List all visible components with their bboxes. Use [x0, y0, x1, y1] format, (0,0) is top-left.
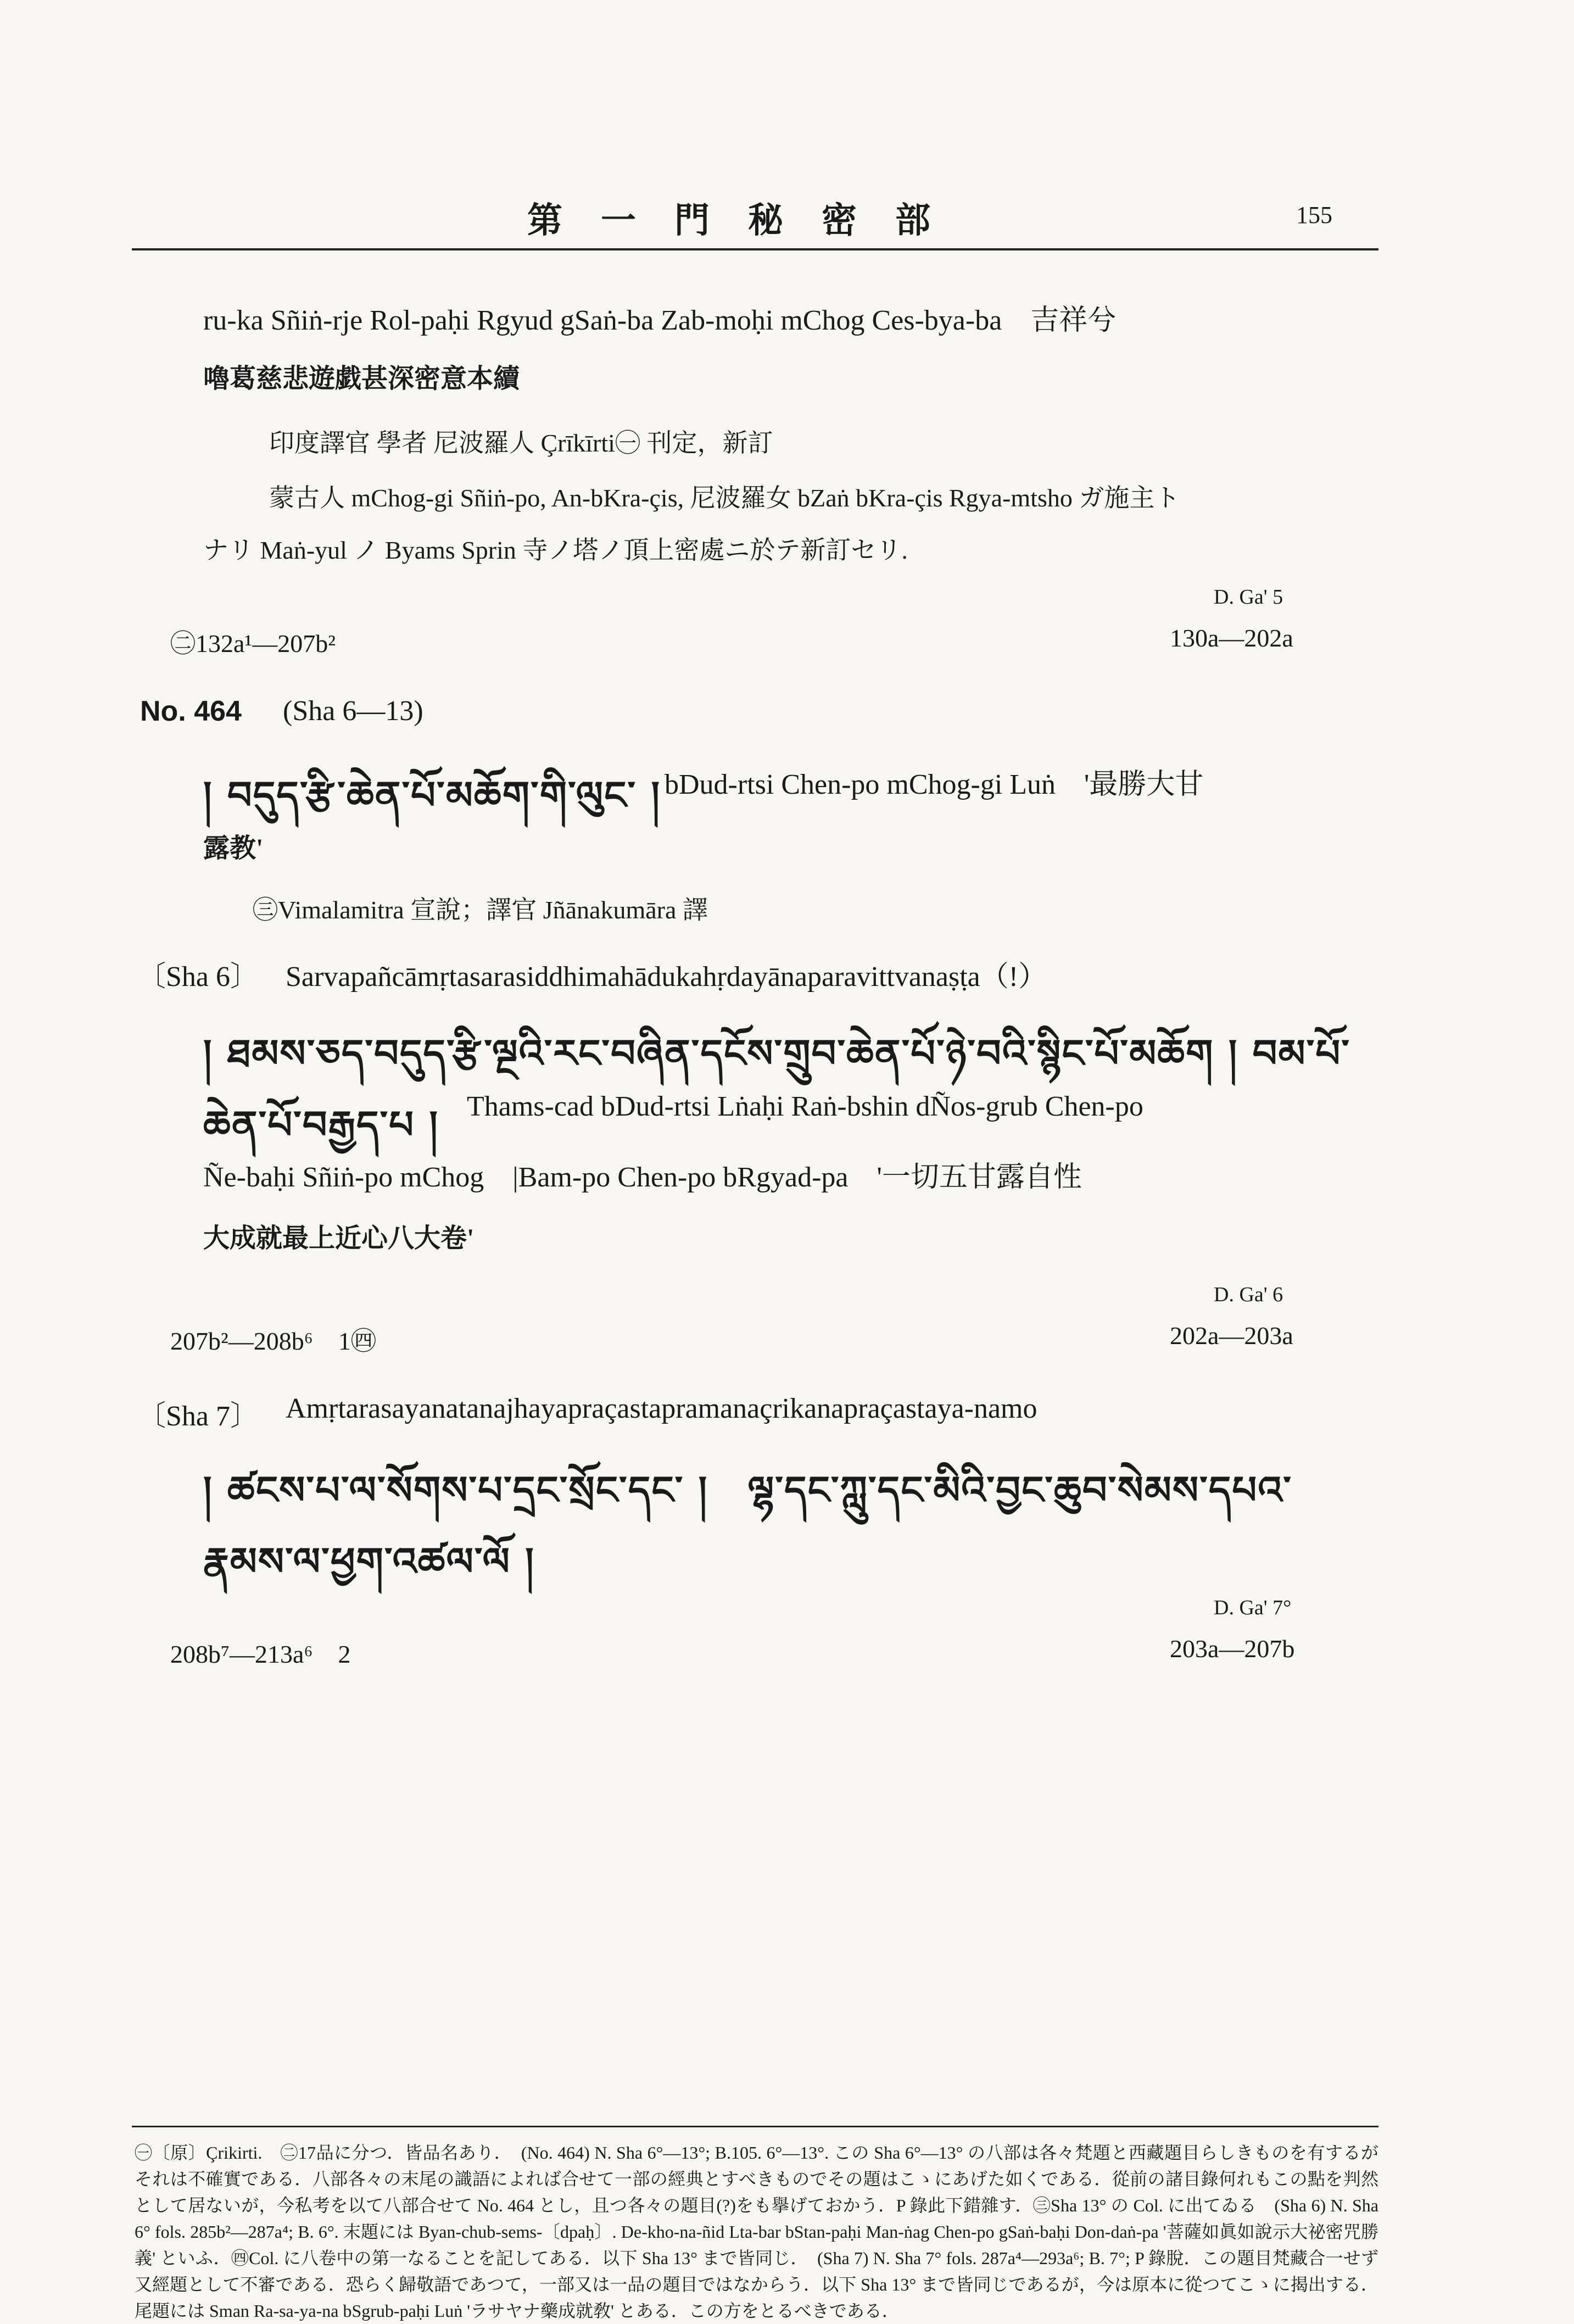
footnote-rule	[132, 2126, 1378, 2127]
sha6-sanskrit-title: Sarvapañcāmṛtasarasiddhimahādukahṛdayānaparavittvanaṣṭa（!）	[286, 961, 1047, 993]
entry-title-jp: 露教'	[203, 834, 264, 863]
sha6-ref-right: 202a—203a	[1170, 1322, 1293, 1350]
page-header-title: 第一門秘密部	[527, 201, 969, 240]
entry-sha-range: (Sha 6—13)	[283, 695, 423, 727]
entry-title-latin: bDud-rtsi Chen-po mChog-gi Luṅ '最勝大甘	[665, 769, 1204, 800]
top-entry-line5: ナリ Maṅ-yul ノ Byams Sprin 寺ノ塔ノ頂上密處ニ於テ新訂セリ.	[203, 536, 908, 564]
top-entry-ref-d: D. Ga' 5	[1214, 586, 1283, 609]
sha6-ref-left: 207b²—208b⁶ 1㊃	[170, 1327, 376, 1355]
sha6-tibetan-line2: ཆེན་པོ་བརྒྱད་པ །	[203, 1102, 439, 1147]
top-entry-ref-left: ㊁132a¹—207b²	[170, 629, 336, 657]
header-rule	[132, 248, 1378, 250]
top-entry-line4: 蒙古人 mChog-gi Sñiṅ-po, An-bKra-çis, 尼波羅女 bZaṅ bKra-çis Rgya-mtsho ガ施主ト	[269, 484, 1180, 512]
top-entry-line1: ru-ka Sñiṅ-rje Rol-paḥi Rgyud gSaṅ-ba Zab-moḥi mChog Ces-bya-ba 吉祥兮	[203, 305, 1117, 336]
sha7-ref-d: D. Ga' 7°	[1214, 1596, 1292, 1619]
page-number: 155	[1296, 202, 1332, 229]
top-entry-line2: 嚕葛慈悲遊戯甚深密意本續	[203, 364, 520, 393]
sha6-latin-line2: Ñe-baḥi Sñiṅ-po mChog |Bam-po Chen-po bRgyad-pa '一切五甘露自性	[203, 1162, 1082, 1193]
footnotes: ㊀〔原〕Çrikirti. ㊁17品に分つ．皆品名あり． (No. 464) N. Sha 6°—13°; B.105. 6°—13°. この Sha 6°—13° の八部は各々梵題と西藏題目らしきものを有するがそれは不確實である．八部各々の末尾の識語によれば合せて一部の經典とすべきものでその題はこゝにあげた如くである．從前の諸目錄何れもこの點を判然として居ないが，今私考を以て八部合せて No. 464 とし，且つ各々の題目(?)をも擧げておかう．P 錄此下錯雜す．㊂Sha 13° の Col. に出てゐる (Sha 6) N. Sha 6° fols. 285b²—287a⁴; B. 6°. 末題には Byan-chub-sems-〔dpaḥ〕. De-kho-na-ñid Lta-bar bStan-paḥi Man-ṅag Chen-po gSaṅ-baḥi Don-daṅ-pa '菩薩如眞如說示大祕密咒勝義' といふ．㊃Col. に八卷中の第一なることを記してある．以下 Sha 13° まで皆同じ． (Sha 7) N. Sha 7° fols. 287a⁴—293a⁶; B. 7°; P 錄脫．この題目梵藏合一せず又經題として不審である．恐らく歸敬語であつて，一部又は一品の題目ではなからう．以下 Sha 13° まで皆同じであるが，今は原本に從つてこゝに揭出する．尾題には Sman Ra-sa-ya-na bSgrub-paḥi Luṅ 'ラサヤナ藥成就敎' とある．この方をとるべきである．	[135, 2143, 1378, 2321]
sha6-ref-d: D. Ga' 6	[1214, 1283, 1283, 1306]
top-entry-line3: 印度譯官 學者 尼波羅人 Çrīkīrti㊀ 刊定，新訂	[269, 429, 773, 457]
sha7-label: 〔Sha 7〕	[137, 1401, 259, 1432]
sha7-tibetan-line1: ། ཚངས་པ་ལ་སོགས་པ་དྲང་སྲོང་དང་ ། ལྷ་དང་ཀླུ་དང་མིའི་བྱང་ཆུབ་སེམས་དཔའ་	[203, 1467, 1293, 1513]
sha7-tibetan-line2: རྣམས་ལ་ཕྱག་འཚལ་ལོ །	[203, 1539, 535, 1584]
sha6-tibetan-line1: ། ཐམས་ཅད་བདུད་རྩི་ལྔའི་རང་བཞིན་དངོས་གྲུབ་ཆེན་པོ་ཉེ་བའི་སྙིང་པོ་མཆོག ། བམ་པོ་	[203, 1030, 1350, 1076]
entry-number: No. 464	[140, 695, 242, 727]
sha7-sanskrit-title: Amṛtarasayanatanajhayapraçastapramanaçrikanapraçastaya-namo	[286, 1393, 1037, 1424]
sha6-label: 〔Sha 6〕	[137, 961, 259, 993]
sha6-latin-line1: Thams-cad bDud-rtsi Lṅaḥi Raṅ-bshin dÑos-grub Chen-po	[467, 1091, 1143, 1122]
entry-translator: ㊂Vimalamitra 宣說；譯官 Jñānakumāra 譯	[253, 896, 708, 924]
top-entry-ref-right: 130a—202a	[1170, 624, 1293, 652]
sha7-ref-left: 208b⁷—213a⁶ 2	[170, 1640, 351, 1668]
entry-tibetan-title: ། བདུད་རྩི་ཆེན་པོ་མཆོག་གི་ལུང་ །	[203, 772, 661, 818]
sha6-jp-title: 大成就最上近心八大卷'	[203, 1224, 475, 1253]
sha7-ref-right: 203a—207b	[1170, 1635, 1295, 1663]
